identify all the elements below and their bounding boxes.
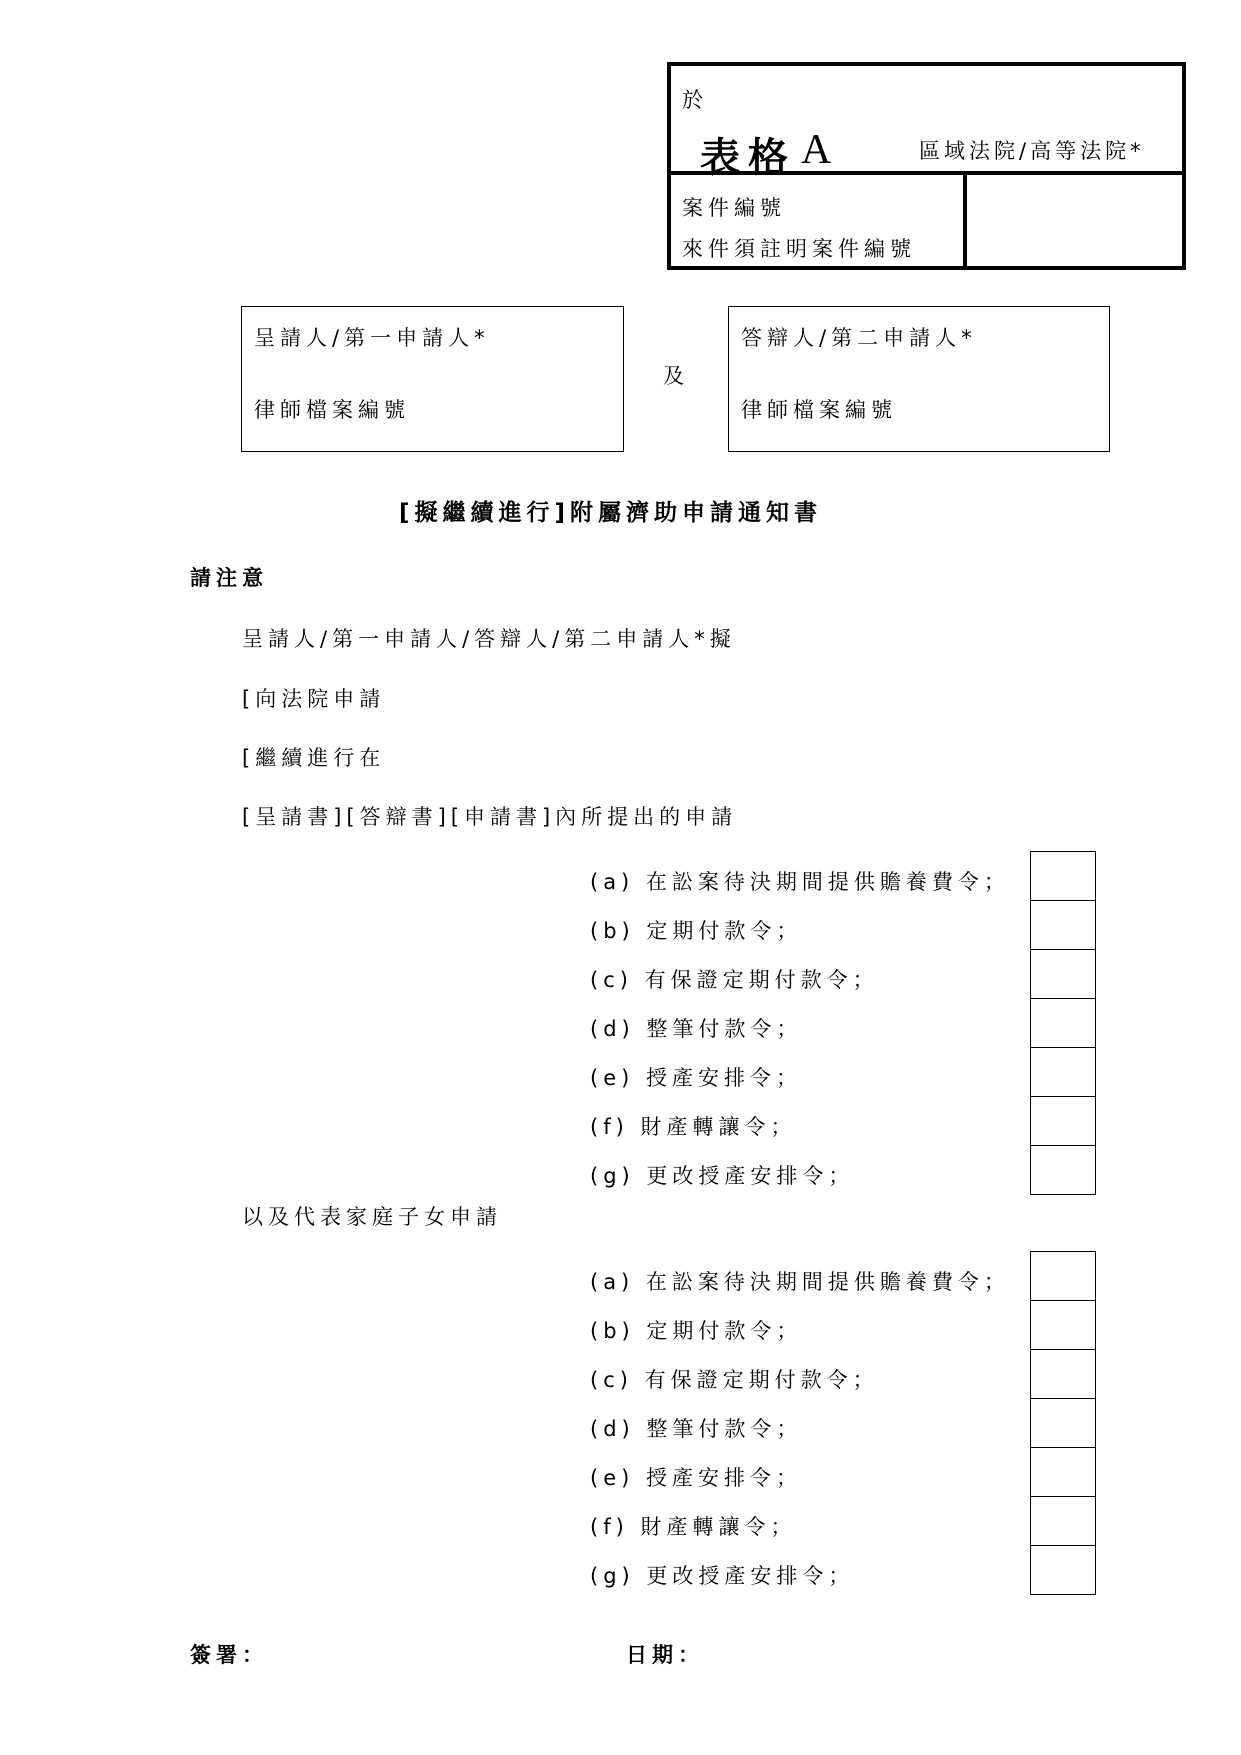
checkbox[interactable] xyxy=(1031,1252,1095,1301)
petitioner-title: 呈請人/第一申請人* xyxy=(254,326,490,350)
respondent-title: 答辯人/第二申請人* xyxy=(741,326,977,350)
body-line-4: [呈請書][答辯書][申請書]內所提出的申請 xyxy=(242,805,738,829)
checkbox-column-b xyxy=(1030,1251,1096,1595)
option-a-item: (b) 定期付款令； xyxy=(590,919,803,943)
option-b-item: (d) 整筆付款令； xyxy=(590,1417,803,1441)
case-number-field[interactable] xyxy=(967,175,1182,266)
signature-label: 簽署： xyxy=(190,1643,268,1667)
checkbox[interactable] xyxy=(1031,901,1095,950)
checkbox[interactable] xyxy=(1031,1048,1095,1097)
checkbox[interactable] xyxy=(1031,1097,1095,1146)
respondent-box xyxy=(728,306,1110,452)
form-letter: A xyxy=(801,127,832,173)
checkbox[interactable] xyxy=(1031,1301,1095,1350)
option-b-item: (g) 更改授產安排令； xyxy=(590,1564,855,1588)
option-b-item: (e) 授產安排令； xyxy=(590,1466,802,1490)
option-a-item: (g) 更改授產安排令； xyxy=(590,1164,855,1188)
form-header-box xyxy=(667,62,1186,270)
notice-heading: 請注意 xyxy=(190,566,268,590)
body-line-2: [向法院申請 xyxy=(242,687,386,711)
option-b-item: (b) 定期付款令； xyxy=(590,1319,803,1343)
checkbox[interactable] xyxy=(1031,1546,1095,1595)
checkbox[interactable] xyxy=(1031,950,1095,999)
children-intro: 以及代表家庭子女申請 xyxy=(242,1205,502,1229)
option-b-item: (c) 有保證定期付款令； xyxy=(590,1368,879,1392)
checkbox[interactable] xyxy=(1031,1399,1095,1448)
checkbox[interactable] xyxy=(1031,1350,1095,1399)
petitioner-box xyxy=(241,306,624,452)
at-label: 於 xyxy=(682,88,703,112)
case-number-label: 案件編號 xyxy=(682,196,786,220)
respondent-solicitor-ref: 律師檔案編號 xyxy=(741,398,897,422)
option-b-item: (a) 在訟案待決期間提供贍養費令； xyxy=(590,1270,1010,1294)
option-a-item: (e) 授產安排令； xyxy=(590,1066,802,1090)
option-a-item: (c) 有保證定期付款令； xyxy=(590,968,879,992)
form-title: 表格 xyxy=(700,135,796,181)
document-title: [擬繼續進行]附屬濟助申請通知書 xyxy=(399,500,823,526)
option-b-item: (f) 財產轉讓令； xyxy=(590,1515,797,1539)
court-name: 區域法院/高等法院* xyxy=(919,139,1145,163)
and-label: 及 xyxy=(663,364,684,388)
body-line-3: [繼續進行在 xyxy=(242,746,386,770)
checkbox[interactable] xyxy=(1031,1448,1095,1497)
body-line-1: 呈請人/第一申請人/答辯人/第二申請人*擬 xyxy=(242,627,736,651)
option-a-item: (a) 在訟案待決期間提供贍養費令； xyxy=(590,870,1010,894)
option-a-item: (d) 整筆付款令； xyxy=(590,1017,803,1041)
petitioner-solicitor-ref: 律師檔案編號 xyxy=(254,398,410,422)
option-a-item: (f) 財產轉讓令； xyxy=(590,1115,797,1139)
checkbox[interactable] xyxy=(1031,1497,1095,1546)
checkbox[interactable] xyxy=(1031,1146,1095,1195)
checkbox[interactable] xyxy=(1031,999,1095,1048)
date-label: 日期： xyxy=(626,1643,704,1667)
checkbox[interactable] xyxy=(1031,852,1095,901)
case-number-note: 來件須註明案件編號 xyxy=(682,237,916,261)
checkbox-column-a xyxy=(1030,851,1096,1195)
